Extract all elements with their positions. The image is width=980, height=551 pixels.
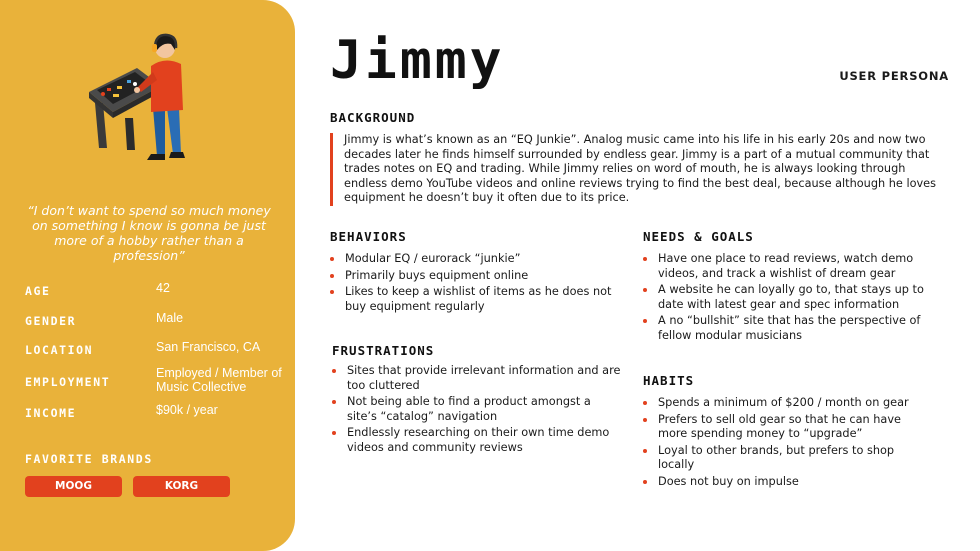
list-item: Not being able to find a product amongst a site’s “catalog” navigation: [331, 395, 621, 424]
needs-goals-list: [642, 252, 932, 346]
attribute-label: EMPLOYMENT: [25, 375, 111, 389]
list-item: Modular EQ / eurorack “junkie”: [329, 252, 619, 267]
attribute-value: $90k / year: [156, 403, 218, 417]
attribute-value: Male: [156, 311, 184, 325]
favorite-brands-label: FAVORITE BRANDS: [25, 452, 153, 466]
habits-list: [642, 396, 932, 492]
mixer-knob: [101, 92, 105, 96]
list-item: Loyal to other brands, but prefers to shop locally: [642, 444, 932, 473]
dj-illustration: [85, 28, 200, 168]
list-item: A no “bullshit” site that has the perspective of fellow modular musicians: [642, 314, 932, 343]
person-hand: [134, 87, 140, 93]
mixer-knob: [133, 82, 137, 86]
desk-leg-right: [125, 118, 135, 150]
person-shoe: [169, 152, 185, 158]
attribute-label: AGE: [25, 284, 51, 298]
frustrations-title: FRUSTRATIONS: [332, 343, 435, 358]
brand-tag-korg: KORG: [133, 476, 230, 497]
list-item: Sites that provide irrelevant information and are too cluttered: [331, 364, 621, 393]
person-shoe: [147, 154, 165, 160]
list-item: Prefers to sell old gear so that he can have more spending money to “upgrade”: [642, 413, 932, 442]
person-leg: [167, 108, 181, 154]
persona-card: [0, 0, 295, 551]
list-item: A website he can loyally go to, that stays up to date with latest gear and spec information: [642, 283, 932, 312]
list-item: Endlessly researching on their own time demo videos and community reviews: [331, 426, 621, 455]
background-text: Jimmy is what’s known as an “EQ Junkie”. Analog music came into his life in his early 20s and now two decades later he finds himself surrounded by endless gear. Jimmy is a part of a mutual community that trades notes on EQ and trading. While Jimmy relies on word of mouth, he is always looking through endless demo YouTube videos and online reviews trying to find the best deal, because although he loves equipment he doesn’t buy it often due to its price.: [330, 133, 950, 206]
persona-tag: USER PERSONA: [839, 69, 949, 83]
headphone-cup: [152, 44, 157, 52]
mixer-led: [117, 86, 122, 89]
mixer-led: [107, 88, 111, 91]
person-leg: [153, 108, 165, 156]
background-title: BACKGROUND: [330, 110, 416, 125]
person-torso: [151, 60, 183, 112]
list-item: Does not buy on impulse: [642, 475, 932, 490]
mixer-led: [113, 94, 119, 97]
behaviors-title: BEHAVIORS: [330, 229, 407, 244]
persona-name: Jimmy: [330, 30, 505, 91]
needs-goals-title: NEEDS & GOALS: [643, 229, 754, 244]
attribute-label: INCOME: [25, 406, 77, 420]
habits-title: HABITS: [643, 373, 695, 388]
brand-tag-moog: MOOG: [25, 476, 122, 497]
behaviors-list: [329, 252, 619, 316]
mixer-led: [127, 80, 131, 83]
persona-quote: “I don’t want to spend so much money on something I know is gonna be just more of a hobby rather than a profession”: [27, 203, 271, 263]
list-item: Spends a minimum of $200 / month on gear: [642, 396, 932, 411]
attribute-label: LOCATION: [25, 343, 94, 357]
attribute-label: GENDER: [25, 314, 77, 328]
list-item: Have one place to read reviews, watch demo videos, and track a wishlist of dream gear: [642, 252, 932, 281]
attribute-value: Employed / Member of Music Collective: [156, 366, 282, 394]
attribute-value: 42: [156, 281, 170, 295]
frustrations-list: [331, 364, 621, 458]
attribute-value: San Francisco, CA: [156, 340, 261, 354]
list-item: Likes to keep a wishlist of items as he does not buy equipment regularly: [329, 285, 619, 314]
list-item: Primarily buys equipment online: [329, 269, 619, 284]
